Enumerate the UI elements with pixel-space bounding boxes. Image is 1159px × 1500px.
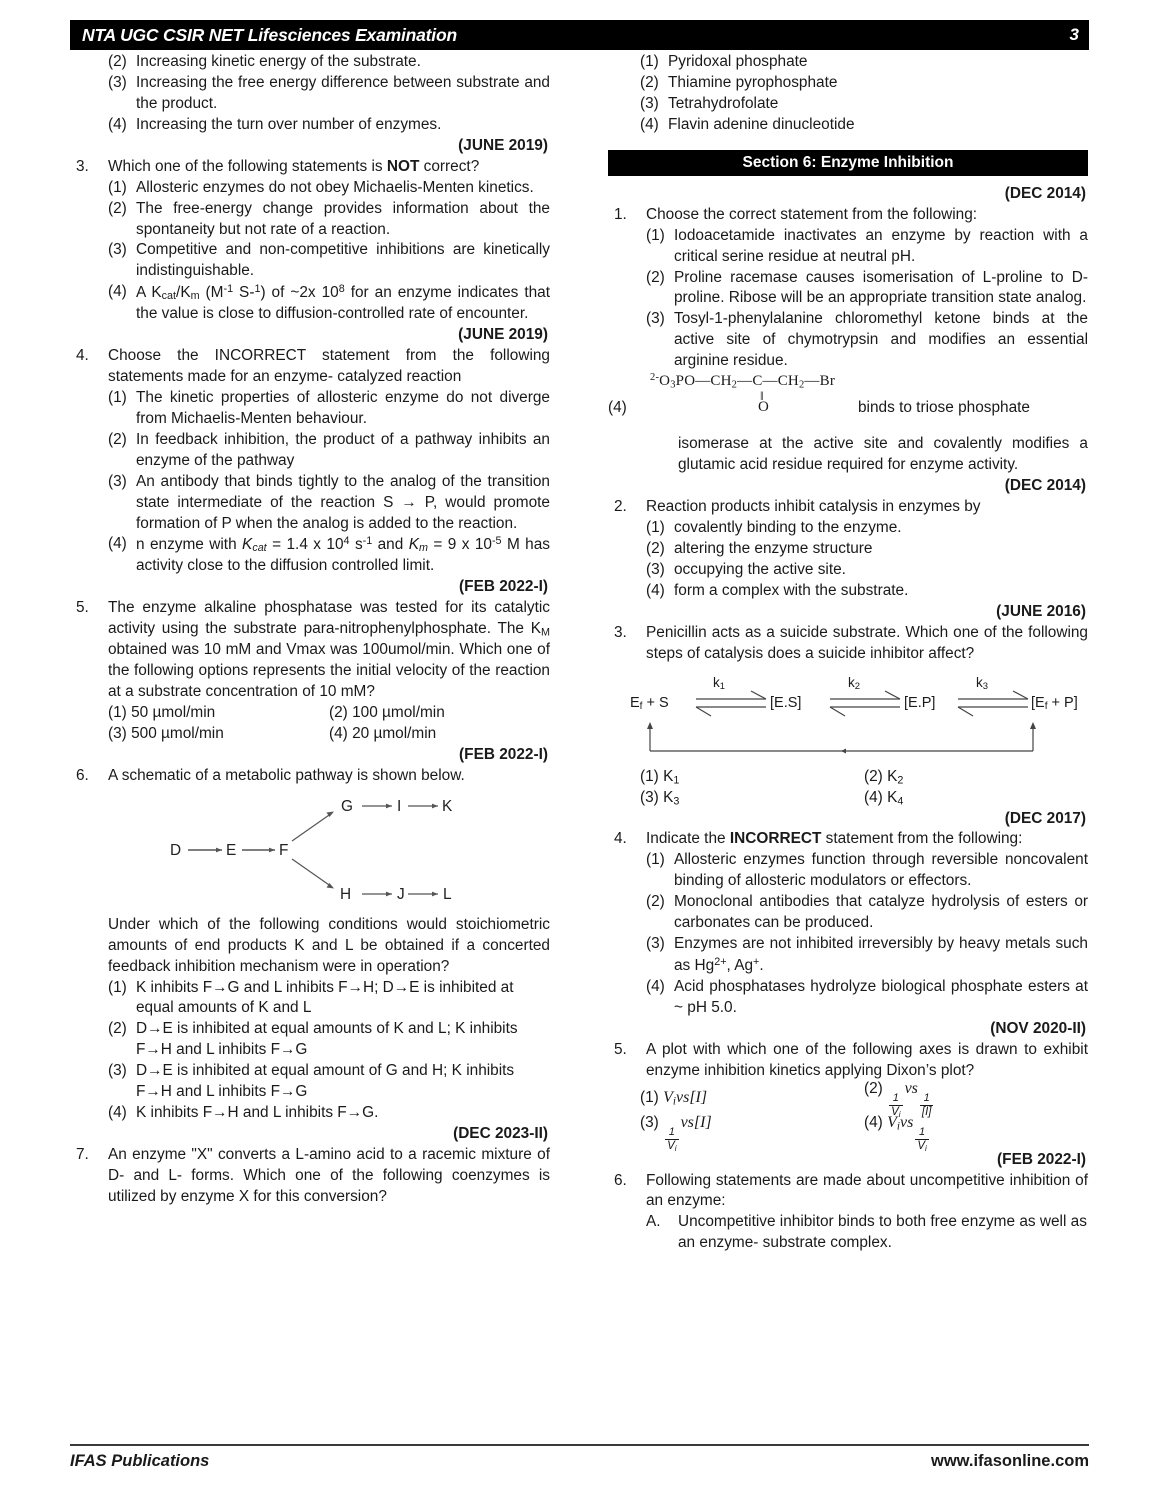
option-number: (4)	[108, 535, 127, 553]
option-row	[70, 282, 550, 325]
question-number: 4.	[76, 347, 89, 365]
question-4	[608, 829, 1088, 850]
option-text: form a complex with the substrate.	[674, 581, 909, 599]
question-7	[70, 1145, 550, 1208]
question-5	[608, 1040, 1088, 1082]
pathway-node-E: E	[226, 841, 237, 859]
symbol-kcat: K	[242, 536, 253, 554]
sub: 3	[982, 680, 988, 692]
frag: k	[848, 674, 855, 690]
question-stem: An enzyme "X" converts a L-amino acid to a racemic mixture of D- and L- forms. Which one of the following coenzymes is utilized by enzyme X for this conversion?	[108, 1146, 550, 1205]
option-number: (3)	[108, 1062, 127, 1080]
pathway-svg	[70, 789, 550, 911]
option-row	[70, 115, 550, 136]
expr-bracket-i: [I]	[693, 1113, 712, 1131]
option-number: (4)	[108, 115, 127, 133]
scheme-species-ef-p	[1031, 695, 1078, 712]
header-title: NTA UGC CSIR NET Lifesciences Examination	[82, 24, 457, 45]
option-text: D→E is inhibited at equal amount of G and H; K inhibits F→H and L inhibits F→G	[136, 1062, 515, 1101]
option-number: (4)	[646, 977, 665, 995]
sup: 8	[338, 283, 345, 296]
option-number: (3)	[640, 94, 659, 112]
option-row-pair	[70, 703, 550, 724]
option-text: (2) 100 µmol/min	[329, 703, 445, 721]
option-text: The free-energy change provides information about the spontaneity but not rate of a reaction.	[136, 199, 550, 238]
option-row	[608, 73, 1088, 94]
question-stem	[108, 598, 550, 703]
option-text: altering the enzyme structure	[674, 539, 873, 557]
frag: = 1.4 x 10	[266, 536, 344, 554]
expr-vs: vs	[675, 1089, 690, 1107]
option-row	[608, 539, 1088, 560]
option-number: (3)	[646, 935, 665, 953]
frag: V	[891, 1105, 899, 1118]
page-footer	[70, 1452, 1089, 1471]
option-row	[608, 115, 1088, 136]
option-number: (4)	[864, 788, 883, 806]
option-number: (4)	[646, 581, 665, 599]
expr-vi	[663, 1089, 676, 1106]
option-number: (1)	[646, 226, 665, 244]
footer-publisher: IFAS Publications	[70, 1452, 210, 1470]
option-text: Allosteric enzymes do not obey Michaelis-Menten kinetics.	[136, 178, 534, 196]
option-row	[70, 430, 550, 472]
option-number: (4)	[108, 1104, 127, 1122]
option-row	[70, 199, 550, 241]
sub: f	[639, 700, 643, 712]
stem-emphasis: INCORRECT	[729, 830, 822, 848]
question-stem: A schematic of a metabolic pathway is shown below.	[108, 766, 465, 784]
option-row	[70, 1019, 550, 1061]
option-row	[70, 978, 550, 1020]
option-text: Proline racemase causes isomerisation of L-proline to D-proline. Ribose will be an appropriate transition state analog.	[674, 268, 1088, 307]
option-number: (3)	[646, 310, 665, 328]
question-6	[70, 766, 550, 787]
option-text: Increasing the free energy difference between substrate and the product.	[136, 73, 550, 112]
option-text: K inhibits F→G and L inhibits F→H; D→E is inhibited at equal amounts of K and L	[136, 978, 514, 1017]
metabolic-pathway-diagram	[70, 789, 550, 911]
sub: cat	[252, 542, 267, 555]
option-number: (4)	[864, 1113, 883, 1131]
option-row	[608, 560, 1088, 581]
option-row	[70, 534, 550, 577]
option-row-pair	[70, 724, 550, 745]
sup: 2+	[714, 956, 727, 969]
option-number: (1)	[108, 178, 127, 196]
frag: V	[887, 1113, 897, 1131]
option-row	[608, 268, 1088, 310]
frag: S-	[233, 284, 255, 302]
numerator: 1	[918, 1126, 926, 1139]
sub: M	[541, 626, 550, 639]
option-text: (3) 500 µmol/min	[108, 724, 224, 742]
option-text	[136, 282, 550, 325]
frag: E	[630, 694, 640, 711]
option-text: (4) 20 µmol/min	[329, 724, 437, 742]
section-heading-band: Section 6: Enzyme Inhibition	[608, 150, 1088, 176]
option-text: covalently binding to the enzyme.	[674, 518, 902, 536]
sub: 2	[897, 773, 904, 786]
exam-session-tag: (DEC 2017)	[1004, 809, 1086, 827]
denominator	[665, 1139, 678, 1154]
sub: 2	[854, 680, 860, 692]
question-number: 5.	[76, 599, 89, 617]
option-text: Iodoacetamide inactivates an enzyme by reaction with a critical serine residue at neutral pH.	[674, 226, 1088, 265]
option-row	[70, 178, 550, 199]
frag: V	[917, 1139, 925, 1152]
option-dixon-1	[640, 1087, 864, 1110]
sup: -1	[223, 283, 234, 296]
option-dixon-4	[864, 1109, 1088, 1154]
option-text: An antibody that binds tightly to the analog of the transition state intermediate of the reaction S → P, would promote formation of P when the analog is added to the reaction.	[136, 472, 550, 532]
chem-formula	[650, 372, 835, 390]
option-row	[608, 518, 1088, 539]
frag: n enzyme with	[136, 536, 243, 554]
option-number: (2)	[640, 73, 659, 91]
option-number: (1)	[640, 53, 659, 70]
option-text: Increasing kinetic energy of the substrate.	[136, 53, 421, 70]
option-row	[70, 52, 550, 73]
option-row-pair	[608, 1079, 1088, 1119]
question-number: 1.	[614, 205, 627, 223]
exam-session-tag: (NOV 2020-II)	[990, 1019, 1086, 1037]
frag: Enzymes are not inhibited irreversibly by heavy metals such as Hg	[674, 935, 1088, 974]
question-stem: Reaction products inhibit catalysis in enzymes by	[646, 498, 981, 515]
option-number: (2)	[646, 893, 665, 911]
frag: K	[887, 788, 898, 806]
frag: A K	[136, 284, 162, 302]
question-number: 6.	[76, 766, 89, 784]
option-text: Flavin adenine dinucleotide	[668, 115, 855, 133]
carbonyl-oxygen: O	[758, 399, 769, 416]
frag: + S	[642, 694, 669, 711]
formula-charge: 2-	[650, 372, 660, 384]
option-text: K inhibits F→H and L inhibits F→G.	[136, 1104, 379, 1122]
option-number: (2)	[646, 268, 665, 286]
option-text: The kinetic properties of allosteric enzyme do not diverge from Michaelis-Menten behaviour.	[136, 388, 550, 427]
numerator: 1	[923, 1092, 930, 1105]
frag: .	[759, 956, 764, 974]
option-number: (4)	[608, 399, 627, 417]
frag: [E	[1031, 694, 1045, 711]
option-row	[70, 73, 550, 115]
frag: k	[976, 674, 983, 690]
option-text-first-line: binds to triose phosphate	[858, 399, 1030, 417]
exam-session-tag: (FEB 2022-I)	[997, 1150, 1086, 1168]
question-number: 7.	[76, 1146, 89, 1164]
question-number: 4.	[614, 830, 627, 848]
option-row	[608, 226, 1088, 268]
option-text	[864, 788, 1088, 809]
option-text	[864, 767, 1088, 788]
formula-body: $O_3PO—CH_2—C—CH_2—Br$	[659, 372, 836, 391]
frag: K	[663, 767, 674, 785]
sub: 1	[719, 680, 725, 692]
question-number: 3.	[76, 157, 89, 175]
frag: obtained was 10 mM and Vmax was 100umol/min. Which one of the following options represents the initial velocity of the reaction at a substrate concentration of 10 mM?	[108, 641, 550, 701]
sub: f	[1044, 700, 1048, 712]
sup: -5	[491, 535, 502, 548]
sub: i	[898, 1109, 901, 1119]
frag: , Ag	[726, 956, 754, 974]
pathway-node-J: J	[397, 885, 405, 903]
sub: 3	[673, 794, 680, 807]
expr-vs: vs	[904, 1079, 918, 1097]
option-number: (1)	[646, 518, 665, 536]
question-stem: Penicillin acts as a suicide substrate. Which one of the following steps of catalysis does a suicide inhibitor affect?	[646, 623, 1088, 662]
question-number: 3.	[614, 623, 627, 641]
exam-session-tag: (JUNE 2016)	[996, 602, 1086, 620]
pathway-node-I: I	[397, 797, 402, 815]
scheme-species-ep: [E.P]	[904, 694, 936, 711]
frag: k	[713, 674, 720, 690]
question-number: 2.	[614, 498, 627, 515]
option-row	[608, 850, 1088, 892]
numerator: 1	[668, 1126, 675, 1139]
option-dixon-3	[640, 1112, 864, 1154]
fraction-one-over-vi	[915, 1127, 928, 1153]
frag: and	[372, 536, 409, 554]
rate-constant-k1	[713, 675, 725, 692]
carbonyl-double-bond-icon: ‖	[760, 388, 764, 404]
option-row	[608, 52, 1088, 73]
stem-emphasis: NOT	[386, 157, 420, 175]
option-number: (2)	[864, 1079, 883, 1097]
sub: i	[674, 1143, 677, 1153]
option-text	[640, 767, 864, 788]
question-stem: Following statements are made about uncompetitive inhibition of an enzyme:	[646, 1171, 1088, 1210]
sub: i	[672, 1095, 676, 1108]
option-text: occupying the active site.	[674, 560, 846, 578]
frag: (M	[199, 284, 224, 302]
frag: V	[663, 1089, 673, 1107]
exam-session-tag: (DEC 2014)	[1004, 477, 1086, 495]
sup: +	[753, 956, 760, 969]
option-text: Pyridoxal phosphate	[668, 53, 808, 70]
option-row	[608, 309, 1088, 372]
option-number: (2)	[646, 539, 665, 557]
option-number: (3)	[108, 241, 127, 259]
frag: The enzyme alkaline phosphatase was tested for its catalytic activity using the substrate para-nitrophenylphosphate. The K	[108, 599, 550, 638]
frag: V	[667, 1139, 675, 1152]
frag: ) of ~2x 10	[260, 284, 339, 302]
pathway-node-G: G	[341, 797, 353, 815]
option-number: (2)	[108, 430, 127, 448]
option-row	[608, 977, 1088, 1019]
option-number: (3)	[108, 472, 127, 490]
symbol-km: K	[408, 536, 419, 554]
question-4	[70, 346, 550, 388]
frag: M has activity close to the diffusion controlled limit.	[136, 536, 550, 575]
question-stem	[646, 829, 1088, 850]
pathway-node-H: H	[340, 885, 352, 903]
option-text: Monoclonal antibodies that catalyze hydrolysis of esters or carbonates can be produced.	[674, 893, 1088, 932]
option-row	[608, 581, 1088, 602]
sub: m	[190, 290, 200, 303]
question-stem: Choose the INCORRECT statement from the following statements made for an enzyme- catalyzed reaction	[108, 347, 550, 385]
rate-constant-k2	[848, 675, 860, 692]
pathway-node-K: K	[442, 797, 453, 815]
option-text: Tosyl-1-phenylalanine chloromethyl ketone binds at the active site of chymotrypsin and modifies an essential arginine residue.	[674, 310, 1088, 370]
option-number: (2)	[864, 767, 883, 785]
pathway-node-D: D	[170, 841, 182, 859]
option-text-rest: isomerase at the active site and covalently modifies a glutamic acid residue required for enzyme activity.	[678, 435, 1088, 474]
option-row	[608, 892, 1088, 934]
stem-post: statement from the following:	[821, 830, 1023, 848]
option-number: (3)	[640, 788, 659, 806]
denominator	[915, 1139, 928, 1154]
option-row	[70, 388, 550, 430]
right-column	[608, 52, 1088, 1254]
option-text: (1) 50 µmol/min	[108, 703, 216, 721]
option-row	[70, 1061, 550, 1103]
frag: s	[349, 536, 363, 554]
sub: 4	[897, 794, 904, 807]
option-text: Increasing the turn over number of enzymes.	[136, 115, 442, 133]
scheme-species-es: [E.S]	[770, 694, 802, 711]
question-number: 6.	[614, 1171, 627, 1189]
option-row	[608, 934, 1088, 977]
question-stem: Choose the correct statement from the following:	[646, 205, 978, 223]
rate-constant-k3	[976, 675, 988, 692]
option-number: (3)	[646, 560, 665, 578]
reaction-scheme-diagram	[608, 669, 1088, 765]
option-text: Thiamine pyrophosphate	[668, 73, 838, 91]
frag: K	[887, 767, 898, 785]
footer-website[interactable]: www.ifasonline.com	[931, 1452, 1089, 1470]
exam-session-tag: (FEB 2022-I)	[459, 578, 548, 596]
question-3	[608, 623, 1088, 665]
option-number: (3)	[108, 73, 127, 91]
option-text: In feedback inhibition, the product of a pathway inhibits an enzyme of the pathway	[136, 430, 550, 469]
pathway-node-F: F	[279, 841, 289, 859]
pathway-node-L: L	[443, 885, 452, 903]
left-column	[70, 52, 550, 1208]
frag: /K	[176, 284, 191, 302]
scheme-species-ef-s	[630, 695, 669, 712]
sub: m	[418, 542, 428, 555]
option-row-pair	[608, 767, 1088, 788]
statement-text: Uncompetitive inhibitor binds to both free enzyme as well as an enzyme- substrate complex.	[678, 1213, 1087, 1252]
page-header	[70, 20, 1089, 50]
option-number: (4)	[640, 115, 659, 133]
sub: i	[924, 1143, 927, 1153]
option-text	[136, 534, 550, 577]
option-number: (2)	[108, 53, 127, 70]
question-stem	[108, 157, 550, 178]
option-number: (1)	[108, 388, 127, 406]
option-row-pair	[608, 1113, 1088, 1153]
numerator: 1	[892, 1092, 899, 1105]
expr-vs: vs	[680, 1113, 694, 1131]
stem-pre: Indicate the	[646, 830, 730, 848]
question-5	[70, 598, 550, 703]
expr-bracket-i: [I]	[689, 1089, 708, 1107]
frag: for an enzyme indicates that the value is close to diffusion-controlled rate of encounter.	[136, 284, 550, 323]
option-row	[608, 94, 1088, 115]
exam-session-tag: (JUNE 2019)	[458, 326, 548, 344]
question-1	[608, 205, 1088, 226]
statement-label: A.	[646, 1213, 661, 1231]
option-row-pair	[608, 788, 1088, 809]
option-number: (3)	[640, 1113, 659, 1131]
option-text: D→E is inhibited at equal amounts of K and L; K inhibits F→H and L inhibits F→G	[136, 1020, 518, 1059]
option-number: (1)	[640, 767, 659, 785]
footer-divider	[70, 1444, 1089, 1446]
exam-session-tag: (JUNE 2019)	[458, 136, 548, 154]
option-row	[70, 1103, 550, 1124]
exam-session-tag: (DEC 2023-II)	[453, 1125, 548, 1143]
denominator: [I]	[921, 1105, 932, 1118]
fraction-one-over-vi	[665, 1127, 678, 1153]
stem-post: correct?	[419, 157, 480, 175]
chemical-structure-option	[608, 372, 1088, 460]
question-2	[608, 497, 1088, 518]
option-number: (2)	[108, 1020, 127, 1038]
question-stem: A plot with which one of the following axes is drawn to exhibit enzyme inhibition kinetics applying Dixon’s plot?	[646, 1040, 1088, 1079]
question-number: 5.	[614, 1040, 627, 1058]
question-6	[608, 1171, 1088, 1213]
option-text: Allosteric enzymes function through reversible noncovalent binding of allosteric modulators or effectors.	[674, 851, 1088, 890]
option-text: Competitive and non-competitive inhibitions are kinetically indistinguishable.	[136, 241, 550, 280]
sub: 1	[673, 773, 680, 786]
sub: i	[896, 1120, 900, 1133]
option-row	[608, 1212, 1088, 1254]
option-text: Tetrahydrofolate	[668, 94, 779, 112]
frag: K	[663, 788, 674, 806]
sup: -1	[362, 535, 373, 548]
option-number: (1)	[108, 978, 127, 996]
frag: = 9 x 10	[427, 536, 492, 554]
exam-session-tag: (DEC 2014)	[1004, 184, 1086, 202]
sub: cat	[161, 290, 177, 303]
option-row	[70, 472, 550, 535]
expr-vs: vs	[899, 1113, 914, 1131]
expr-vi	[887, 1114, 900, 1131]
option-number: (4)	[108, 283, 127, 301]
sup: 4	[343, 535, 350, 548]
stem-pre: Which one of the following statements is	[108, 157, 387, 175]
option-text: Acid phosphatases hydrolyze biological phosphate esters at ~ pH 5.0.	[674, 977, 1088, 1016]
frag: + P]	[1047, 694, 1078, 711]
option-number: (2)	[108, 199, 127, 217]
exam-session-tag: (FEB 2022-I)	[459, 745, 548, 763]
option-text	[674, 934, 1088, 977]
option-text	[640, 788, 864, 809]
option-number: (1)	[646, 851, 665, 869]
sup: 1	[254, 283, 261, 296]
header-page-number: 3	[1069, 25, 1079, 44]
option-number: (1)	[640, 1089, 659, 1107]
option-row	[70, 240, 550, 282]
question-6-body: Under which of the following conditions would stoichiometric amounts of end products K and L be obtained if a concerted feedback inhibition mechanism were in operation?	[108, 915, 550, 975]
question-3	[70, 157, 550, 178]
